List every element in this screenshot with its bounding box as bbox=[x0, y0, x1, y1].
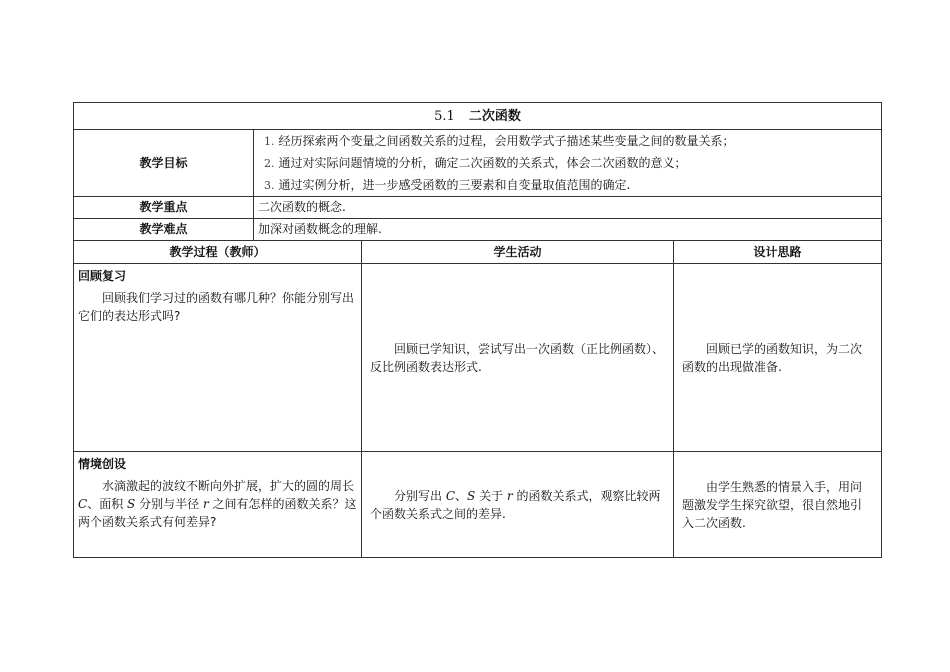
objectives-list bbox=[254, 130, 882, 197]
difficulty-text: 加深对函数概念的理解. bbox=[254, 219, 882, 241]
difficulty-row bbox=[74, 219, 882, 241]
scenario-teacher-cell bbox=[74, 452, 362, 558]
key-point-label: 教学重点 bbox=[74, 197, 254, 219]
key-point-row bbox=[74, 197, 882, 219]
review-section-title: 回顾复习 bbox=[78, 269, 127, 283]
objectives-label: 教学目标 bbox=[74, 130, 254, 197]
review-teacher-text: 回顾我们学习过的函数有哪几种？你能分别写出它们的表达形式吗? bbox=[78, 291, 355, 323]
objective-item: 3. 通过实例分析，进一步感受函数的三要素和自变量取值范围的确定. bbox=[264, 178, 631, 192]
review-student-cell bbox=[362, 264, 674, 452]
objectives-row bbox=[74, 130, 882, 197]
scenario-design-cell bbox=[674, 452, 882, 558]
objective-item: 2. 通过对实际问题情境的分析，确定二次函数的关系式，体会二次函数的意义； bbox=[264, 156, 687, 170]
lesson-number: 5.1 bbox=[434, 108, 455, 124]
teacher-column-header: 教学过程（教师） bbox=[74, 241, 362, 264]
scenario-design-text: 由学生熟悉的情景入手，用问题激发学生探究欲望，很自然地引入二次函数. bbox=[682, 479, 863, 530]
column-header-row bbox=[74, 241, 882, 264]
title-row bbox=[74, 103, 882, 130]
key-point-text: 二次函数的概念. bbox=[254, 197, 882, 219]
lesson-plan-table bbox=[73, 102, 882, 558]
lesson-name: 二次函数 bbox=[468, 108, 521, 124]
scenario-student-cell bbox=[362, 452, 674, 558]
scenario-teacher-text: 水滴激起的波纹不断向外扩展，扩大的圆的周长 C、面积 S 分别与半径 r 之间有怎样的函数关系？这两个函数关系式有何差异? bbox=[78, 479, 357, 529]
review-design-text: 回顾已学的函数知识，为二次函数的出现做准备. bbox=[682, 341, 863, 374]
review-student-text: 回顾已学知识，尝试写出一次函数（正比例函数）、反比例函数表达形式. bbox=[370, 341, 665, 374]
scenario-student-text: 分别写出 C、S 关于 r 的函数关系式，观察比较两个函数关系式之间的差异. bbox=[370, 488, 661, 521]
lesson-title bbox=[74, 103, 882, 130]
objective-item: 1. 经历探索两个变量之间函数关系的过程，会用数学式子描述某些变量之间的数量关系； bbox=[264, 134, 735, 148]
review-section-row bbox=[74, 264, 882, 452]
difficulty-label: 教学难点 bbox=[74, 219, 254, 241]
review-design-cell bbox=[674, 264, 882, 452]
design-column-header: 设计思路 bbox=[674, 241, 882, 264]
student-column-header: 学生活动 bbox=[362, 241, 674, 264]
scenario-section-row bbox=[74, 452, 882, 558]
review-teacher-cell bbox=[74, 264, 362, 452]
scenario-section-title: 情境创设 bbox=[78, 457, 127, 471]
